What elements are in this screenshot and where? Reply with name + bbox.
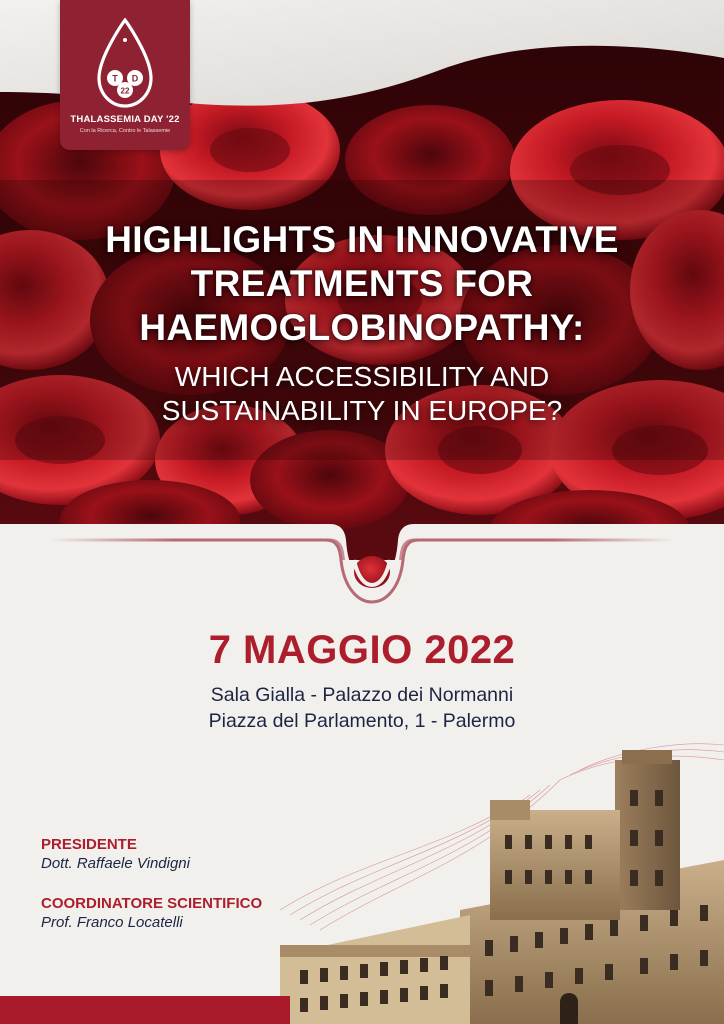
badge-letter-t: T xyxy=(112,73,118,84)
event-credits xyxy=(41,836,301,932)
event-subtitle xyxy=(40,360,684,428)
badge-letter-d: D xyxy=(131,73,139,84)
logo-tagline: Con la Ricerca, Contro le Talassemie xyxy=(79,128,171,134)
thalassemia-day-logo xyxy=(60,0,190,150)
president-role: PRESIDENTE xyxy=(41,836,137,853)
event-venue xyxy=(0,682,724,734)
scientific-coordinator-name: Prof. Franco Locatelli xyxy=(41,914,183,931)
title-line-1: HIGHLIGHTS IN INNOVATIVE xyxy=(105,219,619,260)
title-line-3: HAEMOGLOBINOPATHY: xyxy=(139,307,585,348)
badge-year: 22 xyxy=(120,86,130,96)
venue-line-2: Piazza del Parlamento, 1 - Palermo xyxy=(208,710,516,732)
venue-line-1: Sala Gialla - Palazzo dei Normanni xyxy=(210,684,514,706)
bottom-accent-bar xyxy=(0,996,290,1024)
blood-drop-logo-icon xyxy=(95,18,155,110)
president-name: Dott. Raffaele Vindigni xyxy=(41,855,190,872)
event-title xyxy=(40,218,684,350)
subtitle-line-2: SUSTAINABILITY IN EUROPE? xyxy=(161,395,563,426)
blood-drop-divider xyxy=(0,530,724,610)
subtitle-line-1: WHICH ACCESSIBILITY AND xyxy=(174,361,550,392)
logo-name: THALASSEMIA DAY '22 xyxy=(70,114,180,125)
event-date: 7 MAGGIO 2022 xyxy=(208,628,516,672)
palazzo-dei-normanni-image xyxy=(260,740,724,1024)
title-line-2: TREATMENTS FOR xyxy=(190,263,534,304)
scientific-coordinator-role: COORDINATORE SCIENTIFICO xyxy=(41,895,263,912)
